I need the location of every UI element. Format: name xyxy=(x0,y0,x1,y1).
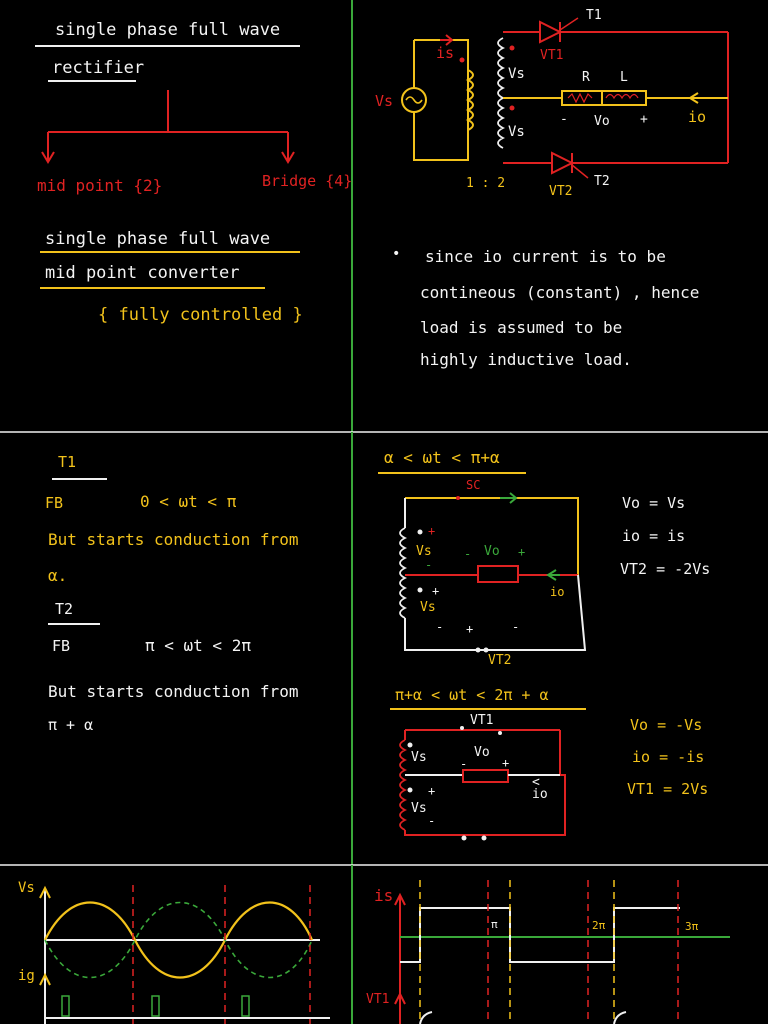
label-Vs-source: Vs xyxy=(375,92,394,110)
c2-io: io xyxy=(532,787,548,802)
sub-line1: single phase full wave xyxy=(45,229,271,249)
c1-VT2: VT2 xyxy=(488,653,512,668)
label-Vs-top: Vs xyxy=(508,66,525,82)
label-T1: T1 xyxy=(586,8,602,23)
T2-range: π < ωt < 2π xyxy=(145,636,251,655)
c1-minus-t2: - xyxy=(512,620,520,634)
label-ratio: 1 : 2 xyxy=(466,176,506,191)
c2-Vo: Vo xyxy=(474,745,490,760)
note-bullet: • xyxy=(392,246,401,262)
branch-bridge: Bridge {4} xyxy=(262,172,353,190)
eq2-a: Vo = -Vs xyxy=(630,716,703,734)
c2-minus-bottom: - xyxy=(428,814,436,828)
wave-label-Vs: Vs xyxy=(18,880,35,896)
title-line1: single phase full wave xyxy=(55,20,281,40)
eq1-a: Vo = Vs xyxy=(622,494,686,512)
sub-line3: { fully controlled } xyxy=(98,305,303,325)
label-VT1: VT1 xyxy=(540,48,564,63)
tick-pi: π xyxy=(491,918,498,931)
range1: α < ωt < π+α xyxy=(384,448,500,467)
T2-text2: π + α xyxy=(48,716,94,734)
c1-Vo: Vo xyxy=(484,544,500,559)
wave-label-ig: ig xyxy=(18,968,35,984)
title-line2: rectifier xyxy=(52,58,145,78)
c2-Vs-bottom: Vs xyxy=(411,801,427,816)
sc-label: SC xyxy=(466,478,481,492)
label-minus: - xyxy=(560,112,568,127)
label-Vs-bottom: Vs xyxy=(508,124,525,140)
T2-label: T2 xyxy=(55,600,74,618)
c2-Vs-top: Vs xyxy=(411,750,427,765)
c1-Vs-bottom: Vs xyxy=(420,600,436,615)
tick-2pi: 2π xyxy=(592,919,606,932)
note-line1: since io current is to be xyxy=(425,247,666,266)
eq2-b: io = -is xyxy=(632,748,705,766)
c1-minus-load: - xyxy=(464,547,472,561)
c1-Vs-top: Vs xyxy=(416,544,432,559)
T1-fb: FB xyxy=(45,494,64,512)
eq1-b: io = is xyxy=(622,527,686,545)
tick-3pi: 3π xyxy=(685,920,699,933)
wave-label-is: is xyxy=(374,886,394,905)
c1-io: io xyxy=(550,585,565,599)
c1-plus-load: + xyxy=(518,545,526,559)
eq2-c: VT1 = 2Vs xyxy=(627,780,709,798)
T1-text2: α. xyxy=(48,566,68,585)
label-T2: T2 xyxy=(594,174,610,189)
c2-io-arrow: < xyxy=(532,775,540,790)
c2-minus-load: - xyxy=(460,757,468,771)
note-line3: load is assumed to be xyxy=(420,318,623,337)
T1-range: 0 < ωt < π xyxy=(140,492,237,511)
c1-plus-bottom: + xyxy=(432,584,440,598)
wave-label-VT1: VT1 xyxy=(366,992,390,1007)
label-is: is xyxy=(436,44,455,62)
T2-fb: FB xyxy=(52,637,71,655)
range2: π+α < ωt < 2π + α xyxy=(395,686,549,704)
note-line4: highly inductive load. xyxy=(420,350,632,369)
note-line2: contineous (constant) , hence xyxy=(420,283,700,302)
c2-VT1: VT1 xyxy=(470,713,494,728)
T2-text1: But starts conduction from xyxy=(48,682,299,701)
T1-label: T1 xyxy=(58,453,77,471)
label-Vo: Vo xyxy=(594,114,610,129)
label-R: R xyxy=(582,70,590,85)
label-io: io xyxy=(688,108,707,126)
label-plus: + xyxy=(640,112,648,127)
sub-line2: mid point converter xyxy=(45,263,240,283)
c1-minus-bottom: - xyxy=(436,620,444,634)
T1-text1: But starts conduction from xyxy=(48,530,299,549)
eq1-c: VT2 = -2Vs xyxy=(620,560,711,578)
c2-plus-bottom: + xyxy=(428,784,436,798)
c2-plus-load: + xyxy=(502,756,510,770)
label-VT2: VT2 xyxy=(549,184,573,199)
c1-plus-top: + xyxy=(428,524,436,538)
c1-minus-top: - xyxy=(425,558,433,572)
c1-plus-t2: + xyxy=(466,622,474,636)
label-L: L xyxy=(620,70,628,85)
branch-midpoint: mid point {2} xyxy=(37,176,163,195)
